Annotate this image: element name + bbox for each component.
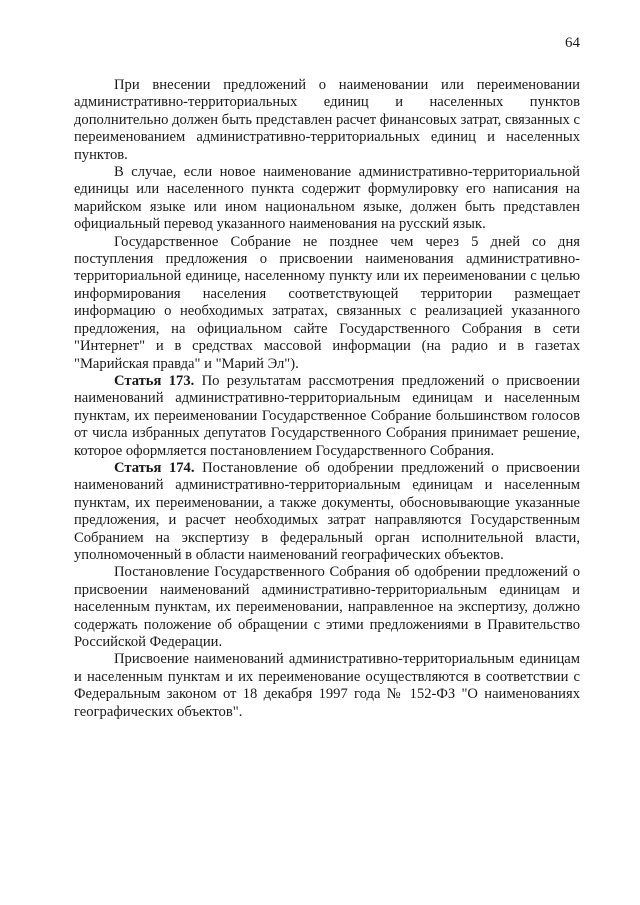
page-number: 64 [565, 35, 580, 51]
paragraph-translation: В случае, если новое наименование административно-территориальной единицы или населенного пункта содержит формулировку его написания на марийском языке или ином национальном языке, должен быть представлен официальный перевод указанного наименования на русский язык. [74, 164, 580, 233]
paragraph-public-information: Государственное Собрание не позднее чем через 5 дней со дня поступления предложения о присвоении наименования административно-территориальной единице, населенному пункту или их переименовании с целью информирования населения соответствующей территории размещает информацию о необходимых затратах, связанных с реализацией указанного предложения, на официальном сайте Государственного Собрания в сети "Интернет" и в средствах массовой информации (на радио и в газетах "Марийская правда" и "Марий Эл"). [74, 233, 580, 372]
paragraph-financial-costs: При внесении предложений о наименовании или переименовании административно-территориальных единиц и населенных пунктов дополнительно должен быть представлен расчет финансовых затрат, связанных с переименованием административно-территориальных единиц и населенных пунктов. [74, 77, 580, 163]
article-174-text: Постановление об одобрении предложений о присвоении наименований административно-территориальным единицам и населенным пунктам, их переименовании, а также документы, обосновывающие указанные предложения, и расчет необходимых затрат направляются Государственным Собранием на экспертизу в федеральный орган исполнительной власти, уполномоченный в области наименований географических объектов. [74, 459, 580, 563]
article-173 [74, 373, 580, 460]
article-174 [74, 460, 580, 564]
article-173-title: Статья 173. [114, 372, 195, 389]
document-body [74, 77, 580, 721]
paragraph-resolution-content: Постановление Государственного Собрания об одобрении предложений о присвоении наименований административно-территориальным единицам и населенным пунктам, их переименовании, направленное на экспертизу, должно содержать положение об обращении с этими предложениями в Правительство Российской Федерации. [74, 564, 580, 650]
article-173-text: По результатам рассмотрения предложений о присвоении наименований административно-территориальным единицам и населенным пунктам, их переименовании Государственное Собрание большинством голосов от числа избранных депутатов Государственного Собрания принимает решение, которое оформляется постановлением Государственного Собрания. [74, 372, 580, 459]
paragraph-federal-law: Присвоение наименований административно-территориальным единицам и населенным пунктам и их переименование осуществляются в соответствии с Федеральным законом от 18 декабря 1997 года № 152-ФЗ "О наименованиях географических объектов". [74, 651, 580, 720]
article-174-title: Статья 174. [114, 459, 195, 476]
